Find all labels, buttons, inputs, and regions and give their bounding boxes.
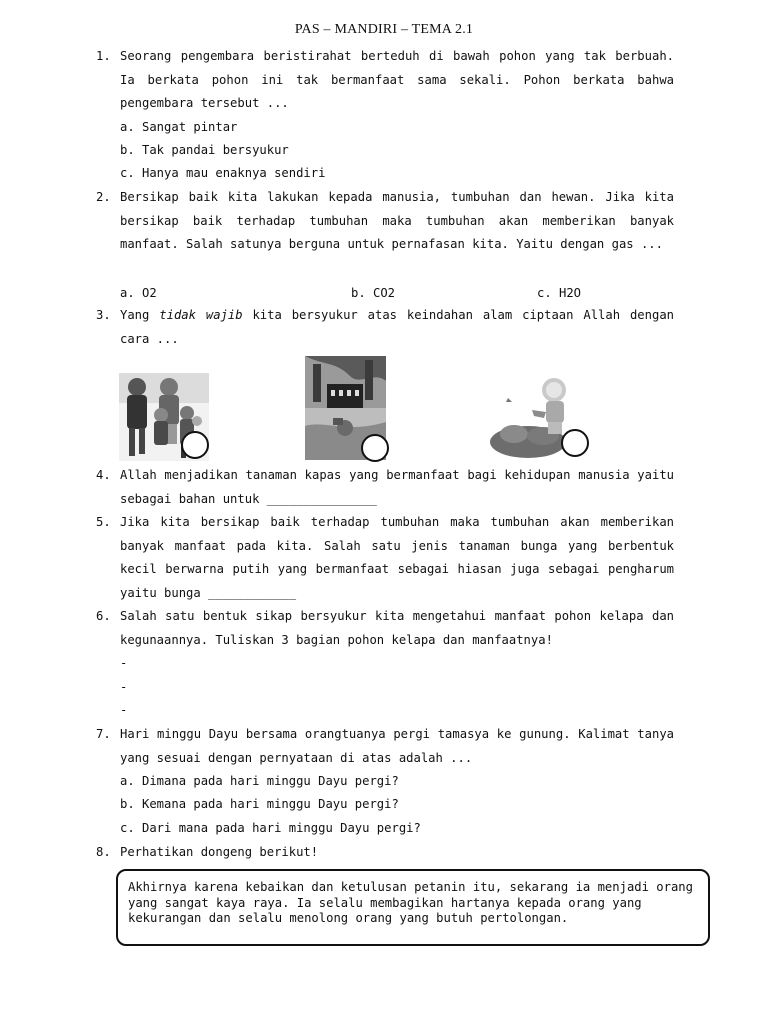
page-title: PAS – MANDIRI – TEMA 2.1: [294, 22, 474, 37]
question-number: 1.: [96, 49, 111, 63]
question-3: [96, 304, 674, 351]
story-box: Akhirnya karena kebaikan dan ketulusan petanin itu, sekarang ia menjadi orang yang sangat kaya raya. Ia selalu membagikan hartanya kepada orang yang kekurangan dan selalu menolong orang yang butuh pertolongan.: [116, 869, 710, 946]
question-number: 2.: [96, 190, 111, 204]
answer-line[interactable]: -: [120, 680, 128, 694]
option-b: b. Kemana pada hari minggu Dayu pergi?: [120, 797, 399, 811]
answer-circle[interactable]: [561, 429, 589, 457]
question-number: 7.: [96, 727, 111, 741]
question-number: 5.: [96, 515, 111, 529]
question-number: 3.: [96, 308, 111, 322]
answer-circle[interactable]: [181, 431, 209, 459]
question-number: 6.: [96, 609, 111, 623]
question-text: Yang tidak wajib kita bersyukur atas keindahan alam ciptaan Allah dengan cara ...: [120, 308, 674, 346]
option-b: b. Tak pandai bersyukur: [120, 143, 289, 157]
option-c: c. Dari mana pada hari minggu Dayu pergi?: [120, 821, 421, 835]
question-number: 4.: [96, 468, 111, 482]
question-text: Salah satu bentuk sikap bersyukur kita mengetahui manfaat pohon kelapa dan kegunaannya. Tuliskan 3 bagian pohon kelapa dan manfaatnya!: [120, 609, 674, 647]
option-a: a. Dimana pada hari minggu Dayu pergi?: [120, 774, 399, 788]
answer-line[interactable]: -: [120, 703, 128, 717]
question-text: Hari minggu Dayu bersama orangtuanya pergi tamasya ke gunung. Kalimat tanya yang sesuai dengan pernyataan di atas adalah ...: [120, 727, 674, 765]
question-text: Bersikap baik kita lakukan kepada manusia, tumbuhan dan hewan. Jika kita bersikap baik terhadap tumbuhan maka tumbuhan akan memberikan banyak manfaat. Salah satunya berguna untuk pernafasan kita. Yaitu dengan gas ...: [120, 190, 674, 251]
answer-circle[interactable]: [361, 434, 389, 462]
option-a: a. Sangat pintar: [120, 120, 238, 134]
question-number: 8.: [96, 845, 111, 859]
question-2: [96, 186, 674, 257]
question-text: Perhatikan dongeng berikut!: [120, 845, 319, 859]
option-c: c. Hanya mau enaknya sendiri: [120, 166, 326, 180]
question-5: [96, 511, 674, 605]
option-c: c. H2O: [537, 286, 582, 300]
question-8: [96, 841, 674, 865]
question-6: [96, 605, 674, 652]
question-text: Allah menjadikan tanaman kapas yang bermanfaat bagi kehidupan manusia yaitu sebagai bahan untuk _______________: [120, 468, 674, 506]
question-text: Seorang pengembara beristirahat berteduh di bawah pohon yang tak berbuah. Ia berkata pohon ini tak bermanfaat sama sekali. Pohon berkata bahwa pengembara tersebut ...: [120, 49, 674, 110]
question-7: [96, 723, 674, 770]
option-b: b. CO2: [351, 286, 396, 300]
question-4: [96, 464, 674, 511]
option-a: a. O2: [120, 286, 157, 300]
answer-line[interactable]: -: [120, 656, 128, 670]
question-text: Jika kita bersikap baik terhadap tumbuhan maka tumbuhan akan memberikan banyak manfaat pada kita. Salah satu jenis tanaman bunga yang berbentuk kecil berwarna putih yang bermanfaat sebagai hiasan juga sebagai pengharum yaitu bunga ____________: [120, 515, 674, 600]
question-1: [96, 45, 674, 116]
